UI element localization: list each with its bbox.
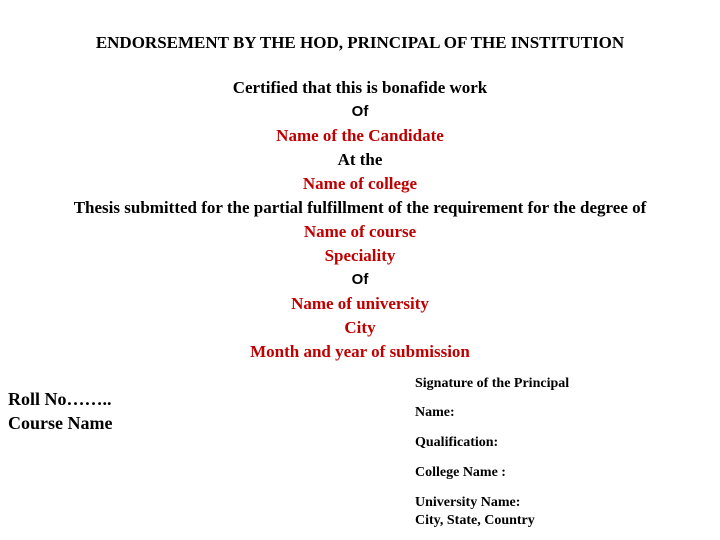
student-info (8, 387, 112, 435)
university-name-field: University Name: (415, 495, 521, 510)
course-name: Name of course (303, 222, 417, 241)
college-name: Name of college (302, 174, 418, 193)
of-line-2: Of (351, 271, 369, 288)
course-name-label: Course Name (8, 413, 113, 433)
of-line: Of (351, 103, 369, 120)
qualification-field: Qualification: (415, 435, 499, 450)
month-year-submission: Month and year of submission (250, 342, 470, 361)
name-field: Name: (415, 405, 455, 420)
roll-number: Roll No…….. (8, 389, 112, 409)
college-name-field: College Name : (415, 465, 506, 480)
page-title: ENDORSEMENT BY THE HOD, PRINCIPAL OF THE INSTITUTION (95, 33, 625, 52)
university-name: Name of university (291, 294, 429, 313)
city: City (344, 318, 376, 337)
city-state-country-field: City, State, Country (415, 513, 535, 528)
candidate-name: Name of the Candidate (276, 126, 444, 145)
certificate-block (0, 76, 720, 364)
signature-label: Signature of the Principal (415, 376, 570, 391)
at-the-line: At the (337, 150, 383, 169)
thesis-line: Thesis submitted for the partial fulfillment of the requirement for the degree of (73, 198, 647, 217)
speciality: Speciality (324, 246, 396, 265)
certified-line: Certified that this is bonafide work (232, 78, 488, 97)
